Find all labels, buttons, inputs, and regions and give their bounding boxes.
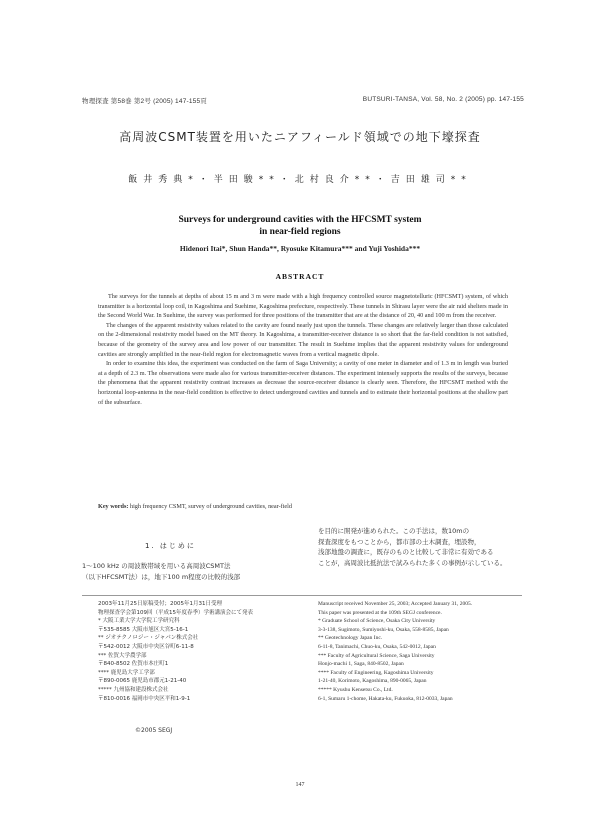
- footnote-line: *** Faculty of Agricultural Science, Saga University: [318, 652, 435, 659]
- abstract-paragraph-1: The surveys for the tunnels at depths of about 15 m and 3 m were made with a high frequency controlled source magnetotelluric (HFCSMT) system, of which transmitter is a horizontal loop coil, in Kagoshima and Suehime, Kagoshima prefecture, respectively. These tunnels in Shirasu layer were the air raid shelters made in the Second World War. In Suehime, the survey was performed for three positions of the transmitter that are at the distance of 20, 40 and 100 m from the receiver.: [98, 293, 508, 320]
- footnote-line: * Graduate School of Science, Osaka City University: [318, 618, 436, 625]
- body-line: 浅部地盤の調査に，既存のものと比較して非常に有効である: [318, 548, 494, 556]
- keywords: [98, 503, 508, 510]
- title-japanese: 高周波CSMT装置を用いたニアフィールド領域での地下壕探査: [119, 130, 481, 144]
- body-text-right: [318, 526, 526, 568]
- keywords-label: Key words:: [98, 503, 129, 510]
- abstract-heading: ABSTRACT: [275, 272, 325, 281]
- footnote-line: *** 佐賀大学農学部: [98, 652, 147, 659]
- title-english-line1: Surveys for underground cavities with the HFCSMT system: [178, 215, 422, 225]
- footnote-line: **** 鹿児島大学工学部: [98, 669, 155, 676]
- footnote-line: 〒890-0065 鹿児島市郡元1-21-40: [98, 678, 187, 685]
- section-heading-introduction: 1. はじめに: [145, 542, 196, 550]
- footnote-line: 3-3-138, Sugimoto, Sumiyoshi-ku, Osaka, 558-8585, Japan: [318, 626, 449, 633]
- body-text-left: [82, 561, 304, 582]
- footnote-line: **** Faculty of Engineering, Kagoshima University: [318, 669, 434, 676]
- copyright: ©2005 SEGJ: [135, 727, 173, 734]
- body-line: を目的に開発が進められた。この手法は，数10mの: [318, 527, 470, 535]
- title-english: [0, 214, 600, 238]
- body-line: 1～100 kHz の周波数帯域を用いる高周波CSMT法: [82, 562, 231, 570]
- footnote-line: Manuscript received November 25, 2003; Accepted January 31, 2005.: [318, 601, 473, 607]
- authors-japanese: 飯井秀典*・半田駿**・北村良介**・吉田雄司**: [128, 175, 472, 185]
- footnote-divider: [82, 595, 522, 596]
- abstract-paragraph-3: In order to examine this idea, the experiment was conducted on the farm of Saga University; a cavity of one meter in diameter and of 1.3 m in length was buried at a depth of 2.3 m. The observations were made also for various transmitter-receiver distances. The experiment intensely supports the results of the surveys, because the phenomena that the apparent resistivity contrast increases as decrease the source-receiver distance is clearly seen. Therefore, the HFCSMT method with the horizontal loop-antenna in the near-field condition is effective to detect underground cavities and tunnels and to estimate their horizontal positions at the shallow part of the subsurface.: [98, 360, 508, 406]
- running-header-left: 物理探査 第58巻 第2号 (2005) 147-155頁: [82, 98, 208, 105]
- footnote-line: ** ジオテクノロジー・ジャパン株式会社: [98, 635, 199, 642]
- keywords-text: high frequency CSMT, survey of underground cavities, near-field: [129, 503, 292, 510]
- footnote-line: 1-21-40, Korimoto, Kagoshima, 890-0065, Japan: [318, 678, 427, 685]
- footnote-line: 〒542-0012 大阪市中央区谷町6-11-8: [98, 643, 194, 650]
- footnote-line: This paper was presented at the 109th SEGJ conference.: [318, 609, 442, 616]
- footnote-line: 2003年11月25日原稿受付；2005年1月31日受理: [98, 601, 222, 607]
- footnotes-english: [318, 600, 528, 703]
- footnote-line: 6-1, Sumaru 1-chome, Hakata-ku, Fukuoka, 812-0033, Japan: [318, 695, 453, 702]
- abstract-paragraph-2: The changes of the apparent resistivity values related to the cavity are found nearly just upon the tunnels. These changes are relatively larger than those calculated on the 2-dimensional resistivity model based on the MT theory. In Kagoshima, a transmitter-receiver distance is so short that the far-field condition is not satisfied, because of the geometry of the survey area and low power of our transmitter. The result in Suehime implies that the apparent resistivity values for underground cavities are strongly amplified in the near-field region for electromagnetic waves from a vertical magnetic dipole.: [98, 321, 508, 358]
- running-header-right: BUTSURI-TANSA, Vol. 58, No. 2 (2005) pp. 147-155: [362, 96, 524, 103]
- footnote-line: 〒840-8502 佐賀市本庄町1: [98, 661, 169, 668]
- footnote-line: 6-11-8, Tanimachi, Chuo-ku, Osaka, 542-0012, Japan: [318, 643, 436, 650]
- authors-english: Hidenori Itai*, Shun Handa**, Ryosuke Kitamura*** and Yuji Yoshida***: [179, 244, 421, 253]
- body-line: 探査深度をもつことから，都市部の土木調査，埋設物，: [318, 537, 481, 546]
- footnote-line: ***** Kyushu Kensetsu Co., Ltd.: [318, 686, 393, 693]
- page-number: 147: [295, 782, 305, 788]
- body-line: ことが，高周波比抵抗法で試みられた多くの事例が示している。: [318, 558, 507, 567]
- abstract-body: [98, 292, 508, 407]
- footnote-line: Honjo-machi 1, Saga, 840-8502, Japan: [318, 661, 404, 668]
- footnote-line: ** Geotechnology Japan Inc.: [318, 635, 383, 642]
- title-english-line2: in near-field regions: [259, 227, 341, 237]
- footnote-line: 〒535-8585 大阪市旭区大宮5-16-1: [98, 626, 189, 633]
- body-line: （以下HFCSMT法）は，地下100 m程度の比較的浅部: [82, 572, 241, 581]
- footnote-line: 〒810-0016 福岡市中央区平和1-9-1: [98, 695, 191, 702]
- footnote-line: * 大阪工業大学大学院工学研究科: [98, 618, 180, 625]
- footnotes-japanese: [98, 600, 308, 703]
- footnote-line: ***** 九州協和建設株式会社: [98, 686, 169, 693]
- footnote-line: 物理探査学会第109回（平成15年度春季）学術講演会にて発表: [98, 609, 253, 616]
